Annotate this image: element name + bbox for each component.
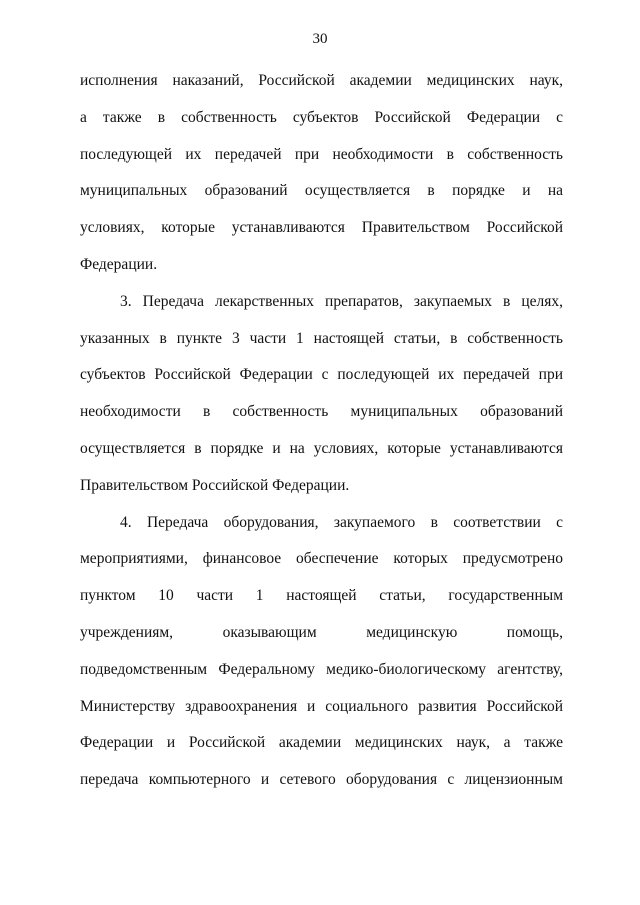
text-line: Федерации и Российской академии медицинских наук, а также — [80, 734, 563, 752]
text-line: Министерству здравоохранения и социального развития Российской — [80, 697, 563, 715]
text-line: субъектов Российской Федерации с последующей их передачей при — [80, 366, 563, 384]
text-line: осуществляется в порядке и на условиях, которые устанавливаются — [80, 439, 563, 457]
paragraph-2 — [80, 284, 563, 505]
text-line: передача компьютерного и сетевого оборудования с лицензионным — [80, 771, 563, 789]
text-line: условиях, которые устанавливаются Правительством Российской — [80, 219, 563, 237]
text-line: 3. Передача лекарственных препаратов, закупаемых в целях, — [120, 292, 563, 310]
text-line: 4. Передача оборудования, закупаемого в соответствии с — [120, 513, 563, 531]
text-line: пунктом 10 части 1 настоящей статьи, государственным — [80, 587, 563, 605]
text-line: мероприятиями, финансовое обеспечение которых предусмотрено — [80, 550, 563, 568]
text-line: учреждениям, оказывающим медицинскую помощь, — [80, 623, 563, 641]
text-line: необходимости в собственность муниципальных образований — [80, 403, 563, 421]
text-line: исполнения наказаний, Российской академии медицинских наук, — [80, 72, 563, 89]
text-line: Федерации. — [80, 255, 158, 273]
text-line: подведомственным Федеральному медико-биологическому агентству, — [80, 660, 563, 678]
paragraph-3 — [80, 505, 563, 799]
text-line: последующей их передачей при необходимости в собственность — [80, 145, 563, 163]
page-number: 30 — [312, 31, 328, 47]
paragraph-1 — [80, 63, 563, 284]
text-line: а также в собственность субъектов Российской Федерации с — [80, 108, 563, 126]
text-line: Правительством Российской Федерации. — [80, 476, 350, 494]
text-line: муниципальных образований осуществляется в порядке и на — [80, 182, 563, 200]
body-text — [80, 63, 563, 799]
text-line: указанных в пункте 3 части 1 настоящей статьи, в собственность — [80, 329, 563, 347]
